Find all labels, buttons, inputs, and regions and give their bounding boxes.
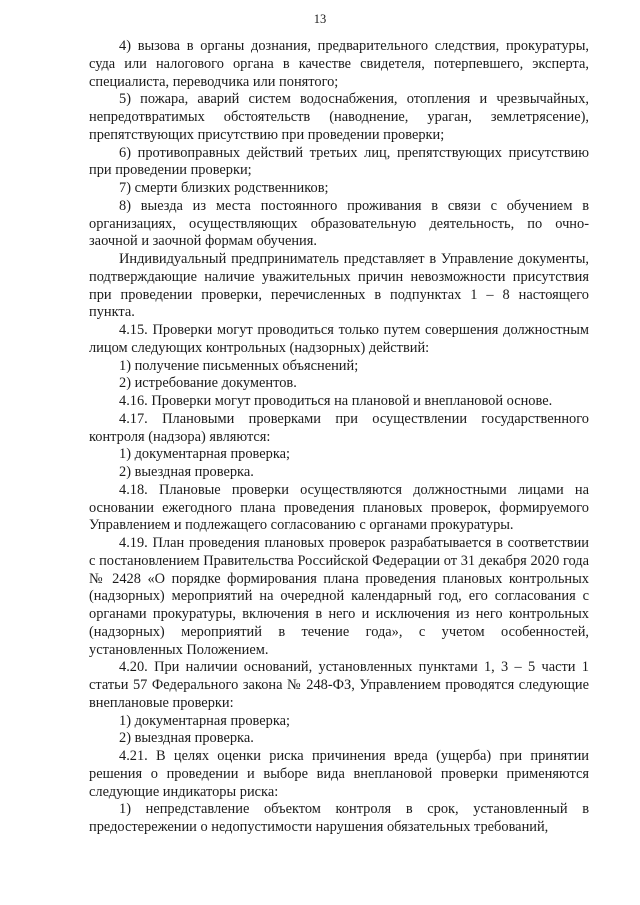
paragraph-4-15-item-2: 2) истребование документов. xyxy=(119,375,297,392)
paragraph-4-20-item-1: 1) документарная проверка; xyxy=(119,712,290,729)
page-number: 13 xyxy=(313,12,327,26)
paragraph-4-15: 4.15. Проверки могут проводиться только путем совершения должностным лицом следующих контрольных (надзорных) действий: xyxy=(89,322,589,356)
paragraph-4-18: 4.18. Плановые проверки осуществляются должностными лицами на основании ежегодного плана проведения плановых проверок, формируемого Управлением и подлежащего согласованию с органами прокуратуры. xyxy=(89,481,589,534)
paragraph-item-7: 7) смерти близких родственников; xyxy=(119,180,329,196)
paragraph-item-8: 8) выезда из места постоянного проживания в связи с обучением в организациях, осуществляющих образовательную деятельность, по очно-заочной и заочной формам обучения. xyxy=(89,197,589,250)
paragraph-4-20: 4.20. При наличии оснований, установленных пунктами 1, 3 – 5 части 1 статьи 57 Федерального закона № 248-ФЗ, Управлением проводятся следующие внеплановые проверки: xyxy=(89,659,589,711)
paragraph-4-15-item-1: 1) получение письменных объяснений; xyxy=(119,357,359,374)
paragraph-4-17-item-1: 1) документарная проверка; xyxy=(119,446,290,463)
paragraph-entrepreneur: Индивидуальный предприниматель представляет в Управление документы, подтверждающие наличие уважительных причин невозможности присутствия при проведении проверки, перечисленных в подпунктах 1 – 8 настоящего пункта. xyxy=(89,251,589,321)
paragraph-4-17: 4.17. Плановыми проверками при осуществлении государственного контроля (надзора) являются: xyxy=(89,410,589,445)
paragraph-4-17-item-2: 2) выездная проверка. xyxy=(119,464,254,480)
paragraph-4-20-item-2: 2) выездная проверка. xyxy=(119,730,254,747)
paragraph-4-21: 4.21. В целях оценки риска причинения вреда (ущерба) при принятии решения о проведении и выборе вида внеплановой проверки применяются следующие индикаторы риска: xyxy=(89,748,589,800)
paragraph-item-5: 5) пожара, аварий систем водоснабжения, отопления и чрезвычайных, непредотвратимых обстоятельств (наводнение, ураган, землетрясение), препятствующих присутствию при проведении проверки; xyxy=(89,91,589,143)
paragraph-4-21-item-1: 1) непредставление объектом контроля в срок, установленный в предостережении о недопустимости нарушения обязательных требований, xyxy=(89,801,589,835)
document-body xyxy=(89,38,589,837)
paragraph-item-4: 4) вызова в органы дознания, предварительного следствия, прокуратуры, суда или налогового органа в качестве свидетеля, потерпевшего, эксперта, специалиста, переводчика или понятого; xyxy=(89,38,589,90)
paragraph-item-6: 6) противоправных действий третьих лиц, препятствующих присутствию при проведении проверки; xyxy=(89,144,589,179)
paragraph-4-16: 4.16. Проверки могут проводиться на плановой и внеплановой основе. xyxy=(119,393,553,409)
paragraph-4-19: 4.19. План проведения плановых проверок разрабатывается в соответствии с постановлением Правительства Российской Федерации от 31 декабря 2020 года № 2428 «О порядке формирования плана проведения плановых контрольных (надзорных) мероприятий на очередной календарный год, его согласования с органами прокуратуры, включения в него и исключения из него контрольных (надзорных) мероприятий в течение года», с учетом особенностей, установленных Положением. xyxy=(89,535,589,658)
